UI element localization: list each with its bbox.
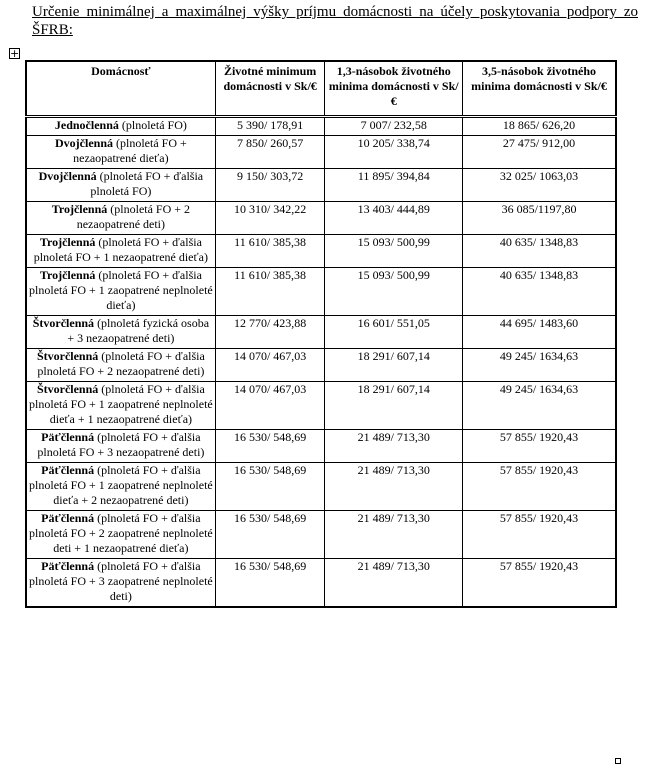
multiple-1-3-cell: 21 489/ 713,30 xyxy=(325,430,463,463)
table-row xyxy=(26,430,616,463)
household-type: Trojčlenná xyxy=(39,235,96,249)
multiple-1-3-cell: 21 489/ 713,30 xyxy=(325,511,463,559)
household-description: (plnoletá FO + ďalšia plnoletá FO + 1 nezaopatrené dieťa) xyxy=(33,235,208,264)
table-row xyxy=(26,463,616,511)
multiple-3-5-cell: 57 855/ 1920,43 xyxy=(463,559,616,608)
household-cell xyxy=(26,202,215,235)
household-cell xyxy=(26,559,215,608)
header-household: Domácnosť xyxy=(26,61,215,117)
table-row xyxy=(26,169,616,202)
multiple-1-3-cell: 18 291/ 607,14 xyxy=(325,382,463,430)
household-type: Dvojčlenná xyxy=(38,169,97,183)
household-description: (plnoletá FO + ďalšia plnoletá FO + 1 zaopatrené neplnoleté dieťa + 2 nezaopatrené deti) xyxy=(29,463,213,507)
multiple-3-5-cell: 18 865/ 626,20 xyxy=(463,117,616,136)
household-description: (plnoletá FO + ďalšia plnoletá FO) xyxy=(90,169,204,198)
subsistence-minimum-cell: 16 530/ 548,69 xyxy=(215,511,325,559)
household-cell xyxy=(26,268,215,316)
header-3-5-multiple: 3,5-násobok životného minima domácnosti v Sk/€ xyxy=(463,61,616,117)
household-cell xyxy=(26,430,215,463)
table-header-row xyxy=(26,61,616,117)
household-cell xyxy=(26,382,215,430)
subsistence-minimum-cell: 16 530/ 548,69 xyxy=(215,430,325,463)
household-cell xyxy=(26,349,215,382)
table-resize-handle-icon[interactable] xyxy=(615,758,621,764)
household-type: Päťčlenná xyxy=(41,559,95,573)
table-move-handle-icon[interactable]: + xyxy=(10,47,20,60)
table-row xyxy=(26,136,616,169)
household-description: (plnoletá FO + ďalšia plnoletá FO + 2 zaopatrené neplnoleté deti + 1 nezaopatrené dieťa) xyxy=(29,511,213,555)
household-cell xyxy=(26,136,215,169)
household-type: Päťčlenná xyxy=(41,430,95,444)
subsistence-minimum-cell: 7 850/ 260,57 xyxy=(215,136,325,169)
subsistence-minimum-cell: 11 610/ 385,38 xyxy=(215,268,325,316)
document-heading: Určenie minimálnej a maximálnej výšky príjmu domácnosti na účely poskytovania podpory zo ŠFRB: xyxy=(32,4,638,38)
household-type: Štvorčlenná xyxy=(32,316,95,330)
household-type: Päťčlenná xyxy=(41,511,95,525)
table-row xyxy=(26,268,616,316)
income-table xyxy=(25,60,617,608)
multiple-3-5-cell: 27 475/ 912,00 xyxy=(463,136,616,169)
household-type: Päťčlenná xyxy=(41,463,95,477)
header-subsistence-minimum: Životné minimum domácnosti v Sk/€ xyxy=(215,61,325,117)
table-row xyxy=(26,202,616,235)
subsistence-minimum-cell: 14 070/ 467,03 xyxy=(215,382,325,430)
subsistence-minimum-cell: 16 530/ 548,69 xyxy=(215,559,325,608)
household-description: (plnoletá fyzická osoba + 3 nezaopatrené deti) xyxy=(67,316,210,345)
subsistence-minimum-cell: 9 150/ 303,72 xyxy=(215,169,325,202)
table-row xyxy=(26,382,616,430)
household-cell xyxy=(26,463,215,511)
multiple-3-5-cell: 49 245/ 1634,63 xyxy=(463,349,616,382)
multiple-3-5-cell: 57 855/ 1920,43 xyxy=(463,430,616,463)
household-description: (plnoletá FO + ďalšia plnoletá FO + 3 nezaopatrené deti) xyxy=(37,430,205,459)
household-cell xyxy=(26,235,215,268)
household-cell xyxy=(26,117,215,136)
subsistence-minimum-cell: 11 610/ 385,38 xyxy=(215,235,325,268)
table-row xyxy=(26,117,616,136)
multiple-3-5-cell: 40 635/ 1348,83 xyxy=(463,235,616,268)
header-1-3-multiple: 1,3-násobok životného minima domácnosti v Sk/€ xyxy=(325,61,463,117)
multiple-1-3-cell: 7 007/ 232,58 xyxy=(325,117,463,136)
table-row xyxy=(26,235,616,268)
subsistence-minimum-cell: 12 770/ 423,88 xyxy=(215,316,325,349)
household-type: Dvojčlenná xyxy=(55,136,113,150)
multiple-3-5-cell: 32 025/ 1063,03 xyxy=(463,169,616,202)
household-description: (plnoletá FO + nezaopatrené dieťa) xyxy=(73,136,187,165)
household-description: (plnoletá FO + ďalšia plnoletá FO + 1 zaopatrené neplnoleté dieťa) xyxy=(29,268,213,312)
household-description: (plnoletá FO + ďalšia plnoletá FO + 2 nezaopatrené deti) xyxy=(37,349,205,378)
household-type: Štvorčlenná xyxy=(36,349,99,363)
multiple-3-5-cell: 44 695/ 1483,60 xyxy=(463,316,616,349)
multiple-1-3-cell: 16 601/ 551,05 xyxy=(325,316,463,349)
multiple-1-3-cell: 21 489/ 713,30 xyxy=(325,463,463,511)
subsistence-minimum-cell: 14 070/ 467,03 xyxy=(215,349,325,382)
household-type: Trojčlenná xyxy=(39,268,96,282)
multiple-1-3-cell: 15 093/ 500,99 xyxy=(325,235,463,268)
household-cell xyxy=(26,511,215,559)
household-type: Trojčlenná xyxy=(51,202,108,216)
multiple-3-5-cell: 40 635/ 1348,83 xyxy=(463,268,616,316)
subsistence-minimum-cell: 16 530/ 548,69 xyxy=(215,463,325,511)
household-cell xyxy=(26,316,215,349)
multiple-1-3-cell: 10 205/ 338,74 xyxy=(325,136,463,169)
multiple-3-5-cell: 57 855/ 1920,43 xyxy=(463,463,616,511)
household-cell xyxy=(26,169,215,202)
household-description: (plnoletá FO + ďalšia plnoletá FO + 3 zaopatrené neplnoleté deti) xyxy=(29,559,213,603)
multiple-1-3-cell: 21 489/ 713,30 xyxy=(325,559,463,608)
table-row xyxy=(26,316,616,349)
table-row xyxy=(26,349,616,382)
household-type: Jednočlenná xyxy=(54,118,119,132)
household-description: (plnoletá FO + ďalšia plnoletá FO + 1 zaopatrené neplnoleté dieťa + 1 nezaopatrené dieťa) xyxy=(29,382,213,426)
subsistence-minimum-cell: 5 390/ 178,91 xyxy=(215,117,325,136)
household-description: (plnoletá FO) xyxy=(118,118,187,132)
multiple-1-3-cell: 11 895/ 394,84 xyxy=(325,169,463,202)
table-row xyxy=(26,511,616,559)
multiple-3-5-cell: 49 245/ 1634,63 xyxy=(463,382,616,430)
table-row xyxy=(26,559,616,608)
multiple-1-3-cell: 15 093/ 500,99 xyxy=(325,268,463,316)
household-description: (plnoletá FO + 2 nezaopatrené deti) xyxy=(76,202,191,231)
multiple-3-5-cell: 36 085/1197,80 xyxy=(463,202,616,235)
subsistence-minimum-cell: 10 310/ 342,22 xyxy=(215,202,325,235)
household-type: Štvorčlenná xyxy=(36,382,99,396)
multiple-1-3-cell: 13 403/ 444,89 xyxy=(325,202,463,235)
multiple-1-3-cell: 18 291/ 607,14 xyxy=(325,349,463,382)
multiple-3-5-cell: 57 855/ 1920,43 xyxy=(463,511,616,559)
